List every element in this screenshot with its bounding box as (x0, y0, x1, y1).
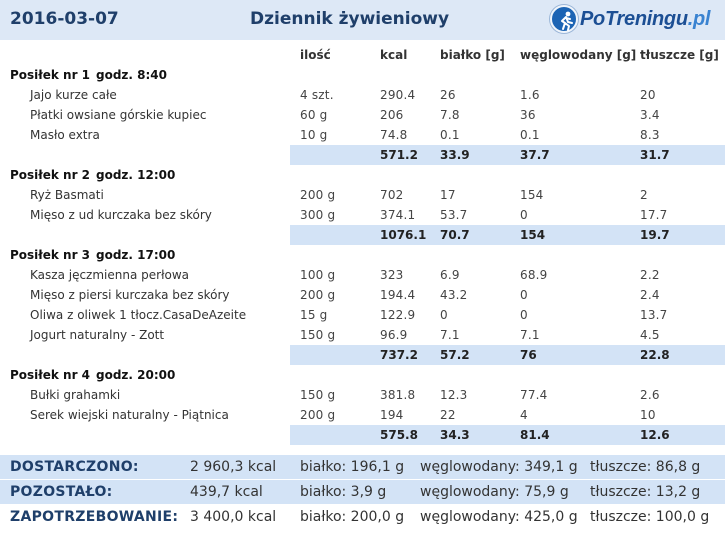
diary-date: 2016-03-07 (10, 9, 119, 29)
food-kcal: 194.4 (380, 288, 416, 302)
meal-name: Posiłek nr 3 (10, 248, 91, 262)
food-carbs: 4 (520, 408, 528, 422)
food-kcal: 290.4 (380, 88, 416, 102)
meal-total-row (0, 225, 725, 245)
total-fat: 31.7 (640, 148, 670, 162)
meal-total-row (0, 145, 725, 165)
food-fat: 2.4 (640, 288, 660, 302)
food-qty: 100 g (300, 268, 336, 282)
meal-time: godz. 17:00 (96, 248, 176, 262)
food-protein: 17 (440, 188, 456, 202)
summary-label: DOSTARCZONO: (10, 459, 139, 475)
food-name: Bułki grahamki (30, 388, 121, 402)
food-protein: 26 (440, 88, 456, 102)
meal-total-bar (290, 225, 725, 245)
food-fat: 2 (640, 188, 648, 202)
summary-carbs: węglowodany: 349,1 g (420, 459, 578, 475)
food-protein: 0.1 (440, 128, 460, 142)
food-fat: 2.6 (640, 388, 660, 402)
total-kcal: 1076.1 (380, 228, 427, 242)
food-fat: 13.7 (640, 308, 668, 322)
food-fat: 8.3 (640, 128, 660, 142)
total-carbs: 154 (520, 228, 546, 242)
food-kcal: 194 (380, 408, 404, 422)
food-name: Jajo kurze całe (30, 88, 117, 102)
food-row[interactable] (0, 125, 725, 145)
food-row[interactable] (0, 85, 725, 105)
food-carbs: 0 (520, 208, 528, 222)
summary-protein: białko: 3,9 g (300, 484, 387, 500)
food-kcal: 206 (380, 108, 404, 122)
total-kcal: 575.8 (380, 428, 418, 442)
food-name: Serek wiejski naturalny - Piątnica (30, 408, 229, 422)
summary-remaining-row (0, 480, 725, 504)
logo-text: PoTreningu.pl (580, 7, 711, 30)
runner-logo-icon (550, 5, 578, 33)
total-protein: 57.2 (440, 348, 470, 362)
food-carbs: 154 (520, 188, 544, 202)
food-kcal: 74.8 (380, 128, 408, 142)
food-fat: 2.2 (640, 268, 660, 282)
food-qty: 10 g (300, 128, 328, 142)
food-kcal: 381.8 (380, 388, 416, 402)
food-name: Oliwa z oliwek 1 tłocz.CasaDeAzeite (30, 308, 247, 322)
food-fat: 10 (640, 408, 656, 422)
food-row[interactable] (0, 285, 725, 305)
food-row[interactable] (0, 105, 725, 125)
summary-carbs: węglowodany: 425,0 g (420, 509, 578, 525)
total-protein: 33.9 (440, 148, 470, 162)
summary-kcal: 2 960,3 kcal (190, 459, 277, 475)
food-carbs: 0 (520, 308, 528, 322)
meal-total-bar (290, 145, 725, 165)
food-name: Masło extra (30, 128, 100, 142)
food-qty: 15 g (300, 308, 328, 322)
meal-header (0, 165, 725, 185)
food-protein: 43.2 (440, 288, 468, 302)
food-protein: 0 (440, 308, 448, 322)
food-protein: 6.9 (440, 268, 460, 282)
meal-name: Posiłek nr 2 (10, 168, 91, 182)
food-name: Płatki owsiane górskie kupiec (30, 108, 207, 122)
summary-fat: tłuszcze: 13,2 g (590, 484, 701, 500)
col-header-protein: białko [g] (440, 48, 505, 62)
food-protein: 7.8 (440, 108, 460, 122)
page-title: Dziennik żywieniowy (250, 9, 450, 29)
page-header (0, 0, 725, 40)
total-fat: 12.6 (640, 428, 670, 442)
food-name: Mięso z ud kurczaka bez skóry (30, 208, 212, 222)
meal-time: godz. 8:40 (96, 68, 167, 82)
food-qty: 60 g (300, 108, 328, 122)
food-row[interactable] (0, 205, 725, 225)
food-fat: 3.4 (640, 108, 660, 122)
total-protein: 70.7 (440, 228, 470, 242)
summary-kcal: 439,7 kcal (190, 484, 263, 500)
summary-delivered-row (0, 455, 725, 479)
food-qty: 150 g (300, 328, 336, 342)
summary-carbs: węglowodany: 75,9 g (420, 484, 569, 500)
meal-name: Posiłek nr 1 (10, 68, 91, 82)
food-name: Ryż Basmati (30, 188, 104, 202)
meal-time: godz. 20:00 (96, 368, 176, 382)
food-name: Jogurt naturalny - Zott (30, 328, 165, 342)
food-qty: 4 szt. (300, 88, 334, 102)
summary-fat: tłuszcze: 86,8 g (590, 459, 701, 475)
meal-total-row (0, 345, 725, 365)
meal-name: Posiłek nr 4 (10, 368, 91, 382)
total-fat: 19.7 (640, 228, 670, 242)
col-header-qty: ilość (300, 48, 331, 62)
food-row[interactable] (0, 405, 725, 425)
food-qty: 200 g (300, 188, 336, 202)
total-carbs: 81.4 (520, 428, 550, 442)
food-qty: 200 g (300, 408, 336, 422)
meal-total-bar (290, 345, 725, 365)
total-fat: 22.8 (640, 348, 670, 362)
food-name: Mięso z piersi kurczaka bez skóry (30, 288, 230, 302)
food-carbs: 36 (520, 108, 536, 122)
summary-kcal: 3 400,0 kcal (190, 509, 277, 525)
col-header-fat: tłuszcze [g] (640, 48, 719, 62)
food-kcal: 374.1 (380, 208, 416, 222)
summary-requirement-row (0, 505, 725, 529)
food-kcal: 323 (380, 268, 404, 282)
meal-time: godz. 12:00 (96, 168, 176, 182)
meal-total-bar (290, 425, 725, 445)
food-carbs: 0 (520, 288, 528, 302)
food-qty: 300 g (300, 208, 336, 222)
summary-label: POZOSTAŁO: (10, 484, 113, 500)
food-protein: 12.3 (440, 388, 468, 402)
food-qty: 150 g (300, 388, 336, 402)
col-header-carbs: węglowodany [g] (520, 48, 637, 62)
food-row[interactable] (0, 265, 725, 285)
food-row[interactable] (0, 185, 725, 205)
meal-header (0, 245, 725, 265)
total-kcal: 737.2 (380, 348, 418, 362)
food-qty: 200 g (300, 288, 336, 302)
meal-total-row (0, 425, 725, 445)
summary-label: ZAPOTRZEBOWANIE: (10, 509, 179, 525)
food-kcal: 122.9 (380, 308, 416, 322)
food-protein: 22 (440, 408, 456, 422)
site-logo[interactable] (550, 3, 710, 35)
meal-header (0, 365, 725, 385)
total-carbs: 76 (520, 348, 537, 362)
food-row[interactable] (0, 325, 725, 345)
summary-fat: tłuszcze: 100,0 g (590, 509, 710, 525)
food-carbs: 7.1 (520, 328, 540, 342)
food-protein: 53.7 (440, 208, 468, 222)
total-carbs: 37.7 (520, 148, 550, 162)
col-header-kcal: kcal (380, 48, 408, 62)
food-carbs: 77.4 (520, 388, 548, 402)
total-protein: 34.3 (440, 428, 470, 442)
food-carbs: 1.6 (520, 88, 540, 102)
food-row[interactable] (0, 385, 725, 405)
meal-header (0, 65, 725, 85)
food-kcal: 96.9 (380, 328, 408, 342)
food-fat: 20 (640, 88, 656, 102)
food-fat: 4.5 (640, 328, 660, 342)
food-row[interactable] (0, 305, 725, 325)
total-kcal: 571.2 (380, 148, 418, 162)
food-kcal: 702 (380, 188, 404, 202)
food-protein: 7.1 (440, 328, 460, 342)
food-fat: 17.7 (640, 208, 668, 222)
food-name: Kasza jęczmienna perłowa (30, 268, 189, 282)
summary-protein: białko: 196,1 g (300, 459, 405, 475)
summary-protein: białko: 200,0 g (300, 509, 405, 525)
food-carbs: 0.1 (520, 128, 540, 142)
food-carbs: 68.9 (520, 268, 548, 282)
